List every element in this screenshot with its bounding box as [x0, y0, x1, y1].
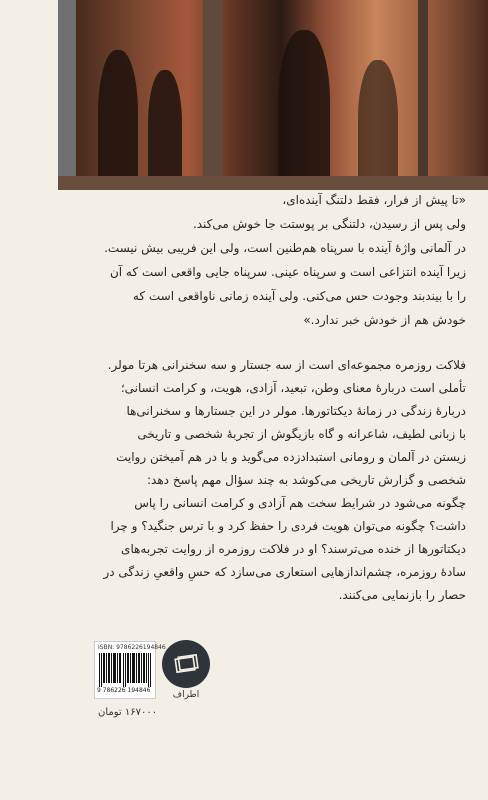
- window-frame: [203, 0, 223, 190]
- quote-line: ولی پس از رسیدن، دلتنگی بر پوستت جا خوش می‌کند.: [192, 217, 466, 231]
- description-line: فلاکت روزمره مجموعه‌ای است از سه جستار و سه سخنرانی هرتا مولر.: [107, 358, 466, 372]
- silhouette-figure: [98, 50, 138, 190]
- quote-line: را با بیندبند وجودت حس می‌کنی. ولی آینده زمانی ناواقعی است که: [132, 289, 466, 303]
- quote-line: در آلمانی واژهٔ آینده با سرپناه هم‌طنین است، ولی این فریبی بیش نیست.: [104, 241, 466, 255]
- price: ۱۶۷۰۰۰ تومان: [98, 707, 158, 718]
- barcode-bars: [99, 653, 151, 687]
- back-cover-quote: [70, 188, 466, 332]
- description-line: چگونه می‌شود در شرایط سخت هم آزادی و کرامت انسانی را پاس: [134, 496, 466, 510]
- isbn-label: ISBN: 9786226194846: [98, 644, 166, 651]
- description-line: حصار را بازنمایی می‌کنند.: [338, 588, 466, 602]
- description-line: شخصی و گزارش تاریخی می‌کوشد به چند سؤال مهم پاسخ دهد:: [146, 473, 466, 487]
- quote-line: خودش هم از خودش خبر ندارد.»: [303, 313, 466, 327]
- barcode-number: 9 786226 194846: [97, 687, 151, 694]
- quote-line: «تا پیش از فرار، فقط دلتنگ آینده‌ای،: [282, 193, 466, 207]
- cover-photo: [58, 0, 488, 190]
- silhouette-figure: [148, 70, 182, 190]
- book-description: [70, 354, 466, 607]
- quote-line: زیرا آینده انتزاعی است و سرپناه عینی. سرپناه جایی واقعی است که آن: [109, 265, 466, 279]
- window-frame: [418, 0, 428, 190]
- silhouette-figure: [358, 60, 398, 190]
- publisher-name: اطراف: [172, 690, 200, 700]
- window-frame: [58, 0, 76, 190]
- description-line: زیستن در آلمان و رومانی استبدادزده می‌گوید و با در هم آمیختن روایت: [116, 450, 466, 464]
- publisher-logo: [162, 640, 210, 688]
- barcode: [94, 641, 166, 699]
- description-line: داشت؟ چگونه می‌توان هویت فردی را حفظ کرد و با ترس جنگید؟ و چرا: [110, 519, 466, 533]
- description-line: دیکتاتورها از خنده می‌ترسند؟ او در فلاکت روزمره از روایت تجربه‌های: [121, 542, 466, 556]
- publisher-logo-icon: [173, 653, 199, 675]
- description-line: با زبانی لطیف، شاعرانه و گاه بازیگوش از تجربهٔ شخصی و تاریخی: [137, 427, 466, 441]
- silhouette-figure: [278, 30, 330, 190]
- description-line: دربارهٔ زندگی در زمانهٔ دیکتاتورها. مولر در این جستارها و سخنرانی‌ها: [126, 404, 466, 418]
- description-line: تأملی است دربارهٔ معنای وطن، تبعید، آزادی، هویت، و کرامت انسانی؛: [120, 381, 466, 395]
- description-line: سادهٔ روزمره، چشم‌اندازهایی استعاری می‌سازد که حسِ واقعیِ زندگی در: [103, 565, 466, 579]
